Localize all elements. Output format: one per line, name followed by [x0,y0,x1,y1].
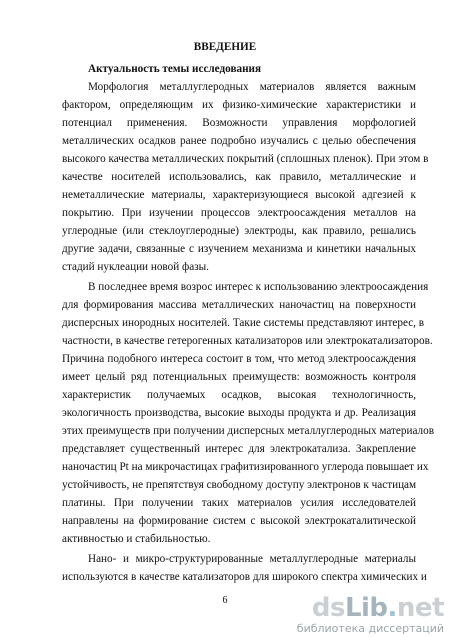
text-line: представляет существенный интерес для электрокатализа. Закрепление [62,443,416,455]
text-line: фактором, определяющим их физико-химические характеристики и [62,99,416,111]
text-line: стадий нуклеации новой фазы. [62,261,209,273]
text-line: другие задачи, связанные с изучением механизма и кинетики начальных [62,243,416,255]
text-line: платины. При получении таких материалов усилия исследователей [62,497,416,509]
text-line: используются в качестве катализаторов для широкого спектра химических и [62,571,427,583]
text-line: покрытию. При изучении процессов электроосаждения металлов на [62,207,416,219]
text-line: направлены на формирование систем с высокой электрокаталитической [62,515,416,527]
text-line: частности, в качестве гетерогенных катализаторов или электрокатализаторов. [62,335,433,347]
text-line: углеродные (или стеклоуглеродные) электроды, как правило, решались [62,225,416,237]
text-line: для формирования массива металлических наночастиц на поверхности [62,299,416,311]
text-line: дисперсных инородных носителей. Такие системы представляют интерес, в [62,317,425,329]
text-line: Нано- и микро-структурированные металлуглеродные материалы [88,553,416,565]
text-line: имеет целый ряд потенциальных преимуществ: возможность контроля [62,371,416,383]
text-line: Причина подобного интереса состоит в том, что метод электроосаждения [62,353,416,365]
watermark-subtitle: библиотека диссертаций [296,622,444,635]
text-line: устойчивость, не препятствуя свободному доступу электронов к частицам [62,479,417,491]
text-line: высокого качества металлических покрытий (сплошных пленок). При этом в [62,153,429,165]
text-line: металлических осадков ранее подробно изучались с целью обеспечения [62,135,416,147]
text-line: наночастиц Pt на микрочастицах графитизированного углерода повышает их [62,461,429,473]
text-line: Морфология металлуглеродных материалов является важным [88,81,416,93]
text-line: характеристик получаемых осадков, высокая технологичность, [62,389,416,401]
page-title: ВВЕДЕНИЕ [193,41,257,53]
text-line: качестве носителей использовались, как правило, металлические и [62,171,416,183]
dslib-watermark [297,594,444,635]
text-line: этих преимуществ при получении дисперсных металлуглеродных материалов [62,425,434,437]
text-line: неметаллические материалы, характеризующиеся высокой адгезией к [62,189,416,201]
section-subheading: Актуальность темы исследования [88,63,262,75]
page-number: 6 [222,595,228,606]
dslib-logo: dsLib.net [311,593,444,623]
text-line: экологичность производства, высокие выходы продукта и др. Реализация [62,407,416,419]
text-line: В последнее время возрос интерес к использованию электроосаждения [88,281,429,293]
text-line: активностью и стабильностью. [62,533,211,545]
text-line: потенциал применения. Возможности управления морфологией [62,117,416,129]
